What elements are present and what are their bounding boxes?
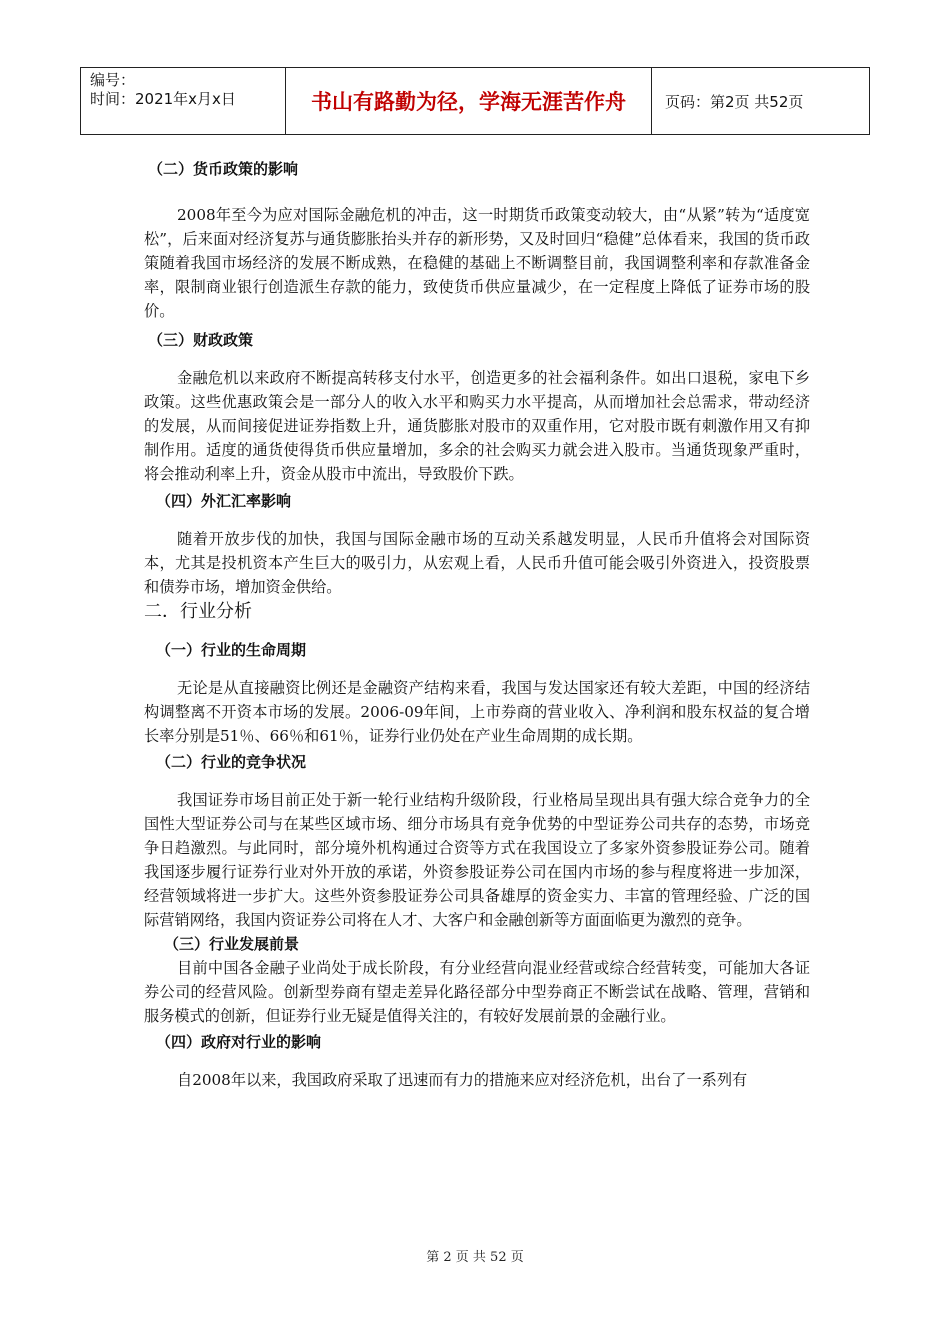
paragraph-industry-prospects: 目前中国各金融子业尚处于成长阶段，有分业经营向混业经营或综合经营转变，可能加大各证券公司的经营风险。创新型券商有望走差异化路径部分中型券商正不断尝试在战略、管理，营销和服务模式的创新，但证券行业无疑是值得关注的，有较好发展前景的金融行业。 xyxy=(144,959,810,1025)
heading-exchange-rate: （四）外汇汇率影响 xyxy=(156,492,292,510)
document-body xyxy=(144,157,810,1092)
heading-fiscal-policy: （三）财政政策 xyxy=(148,331,254,349)
paragraph-industry-lifecycle: 无论是从直接融资比例还是金融资产结构来看，我国与发达国家还有较大差距，中国的经济结构调整离不开资本市场的发展。2006-09年间，上市券商的营业收入、净利润和股东权益的复合增长率分别是51％、66％和61％，证券行业仍处在产业生命周期的成长期。 xyxy=(144,679,810,745)
paragraph-industry-competition: 我国证券市场目前正处于新一轮行业结构升级阶段，行业格局呈现出具有强大综合竞争力的全国性大型证券公司与在某些区域市场、细分市场具有竞争优势的中型证券公司共存的态势，市场竞争日趋激烈。与此同时，部分境外机构通过合资等方式在我国设立了多家外资参股证券公司。随着我国逐步履行证券行业对外开放的承诺，外资参股证券公司在国内市场的参与程度将进一步加深，经营领域将进一步扩大。这些外资参股证券公司具备雄厚的资金实力、丰富的管理经验、广泛的国际营销网络，我国内资证券公司将在人才、大客户和金融创新等方面面临更为激烈的竞争。 xyxy=(144,791,810,929)
paragraph-fiscal-policy: 金融危机以来政府不断提高转移支付水平，创造更多的社会福利条件。如出口退税，家电下乡政策。这些优惠政策会是一部分人的收入水平和购买力水平提高，从而增加社会总需求，带动经济的发展，从而间接促进证券指数上升，通货膨胀对股市的双重作用，它对股市既有刺激作用又有抑制作用。适度的通货使得货币供应量增加，多余的社会购买力就会进入股市。当通货现象严重时，将会推动利率上升，资金从股市中流出，导致股价下跌。 xyxy=(144,369,810,483)
page-footer: 第 2 页 共 52 页 xyxy=(426,1250,524,1265)
heading-industry-lifecycle: （一）行业的生命周期 xyxy=(156,641,307,659)
header-page-info: 页码：第2页 共52页 xyxy=(665,92,804,111)
section-title-industry-analysis: 二．行业分析 xyxy=(144,601,252,622)
heading-industry-competition: （二）行业的竞争状况 xyxy=(156,753,307,771)
paragraph-monetary-policy: 2008年至今为应对国际金融危机的冲击，这一时期货币政策变动较大，由“从紧”转为“适度宽松”，后来面对经济复苏与通货膨胀抬头并存的新形势，又及时回归“稳健”总体看来，我国的货币政策随着我国市场经济的发展不断成熟，在稳健的基础上不断调整目前，我国调整利率和存款准备金率，限制商业银行创造派生存款的能力，致使货币供应量减少，在一定程度上降低了证券市场的股价。 xyxy=(144,206,810,320)
date-line: 时间：2021年x月x日 xyxy=(90,90,236,108)
header-table xyxy=(80,67,870,135)
paragraph-government-impact: 自2008年以来，我国政府采取了迅速而有力的措施来应对经济危机，出台了一系列有 xyxy=(177,1071,748,1089)
heading-monetary-policy: （二）货币政策的影响 xyxy=(148,160,299,178)
header-motto: 书山有路勤为径，学海无涯苦作舟 xyxy=(286,68,652,134)
heading-government-impact: （四）政府对行业的影响 xyxy=(156,1033,322,1051)
paragraph-exchange-rate: 随着开放步伐的加快，我国与国际金融市场的互动关系越发明显，人民币升值将会对国际资本，尤其是投机资本产生巨大的吸引力，从宏观上看，人民币升值可能会吸引外资进入，投资股票和债券市场，增加资金供给。 xyxy=(144,530,810,596)
number-label: 编号： xyxy=(90,71,136,89)
heading-industry-prospects: （三）行业发展前景 xyxy=(164,935,300,953)
header-meta xyxy=(81,68,286,134)
